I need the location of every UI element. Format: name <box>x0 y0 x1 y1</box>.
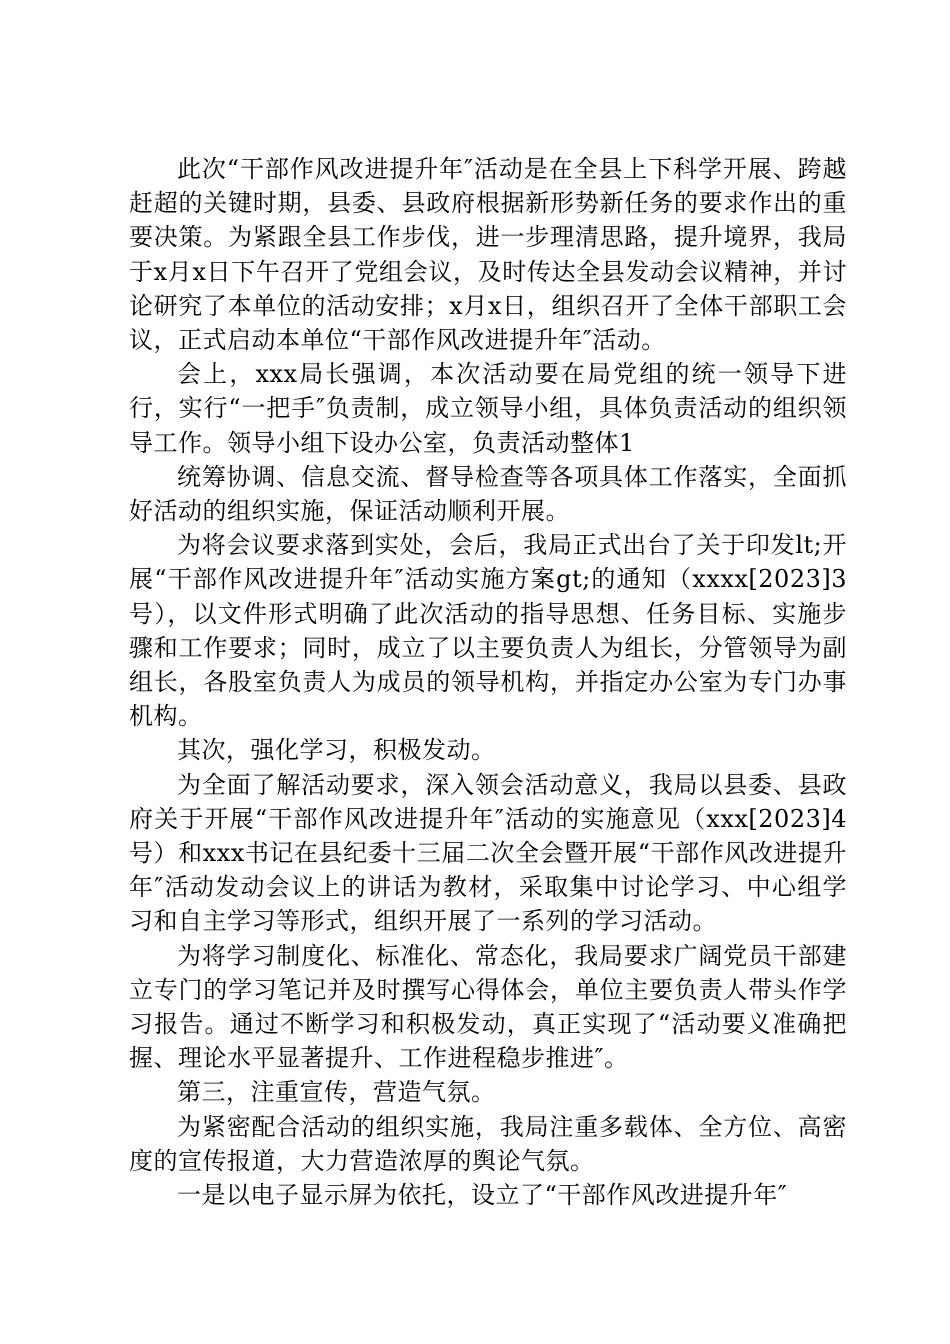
section-heading-study: 其次，强化学习，积极发动。 <box>177 736 496 765</box>
paragraph-publicity: 为紧密配合活动的组织实施，我局注重多载体、全方位、高密度的宣传报道，大力营造浓厚的舆论气氛。 <box>129 1112 847 1175</box>
paragraph-implementation-plan: 为将会议要求落到实处，会后，我局正式出台了关于印发lt;开展“干部作风改进提升年″活动实施方案gt;的通知（xxxx[2023]3号），以文件形式明确了此次活动的指导思想、任务目标、实施步骤和工作要求；同时，成立了以主要负责人为组长，分管领导为副组长，各股室负责人为成员的领导机构，并指定办公室为专门办事机构。 <box>129 531 847 731</box>
paragraph-meeting-leadership: 会上，xxx局长强调，本次活动要在局党组的统一领导下进行，实行“一把手″负责制，成立领导小组，具体负责活动的组织领导工作。领导小组下设办公室，负责活动整体1 <box>129 360 847 457</box>
paragraph-coordination: 统筹协调、信息交流、督导检查等各项具体工作落实，全面抓好活动的组织实施，保证活动顺利开展。 <box>129 462 847 526</box>
section-heading-publicity: 第三，注重宣传，营造气氛。 <box>177 1078 496 1107</box>
paragraph-study-activities: 为全面了解活动要求，深入领会活动意义，我局以县委、县政府关于开展“干部作风改进提升年″活动的实施意见（xxx[2023]4号）和xxx书记在县纪委十三届二次全会暨开展“干部作风改进提升年″活动发动会议上的讲话为教材，采取集中讨论学习、中心组学习和自主学习等形式，组织开展了一系列的学习活动。 <box>129 770 847 936</box>
paragraph-activity-background: 此次“干部作风改进提升年″活动是在全县上下科学开展、跨越赶超的关键时期，县委、县政府根据新形势新任务的要求作出的重要决策。为紧跟全县工作步伐，进一步理清思路，提升境界，我局于x月x日下午召开了党组会议，及时传达全县发动会议精神，并讨论研究了本单位的活动安排；x月x日，组织召开了全体干部职工会议，正式启动本单位“干部作风改进提升年″活动。 <box>129 155 847 355</box>
paragraph-electronic-display: 一是以电子显示屏为依托，设立了“干部作风改进提升年″ <box>177 1181 788 1210</box>
document-body <box>129 152 847 1212</box>
paragraph-study-standardization: 为将学习制度化、标准化、常态化，我局要求广阔党员干部建立专门的学习笔记并及时撰写心得体会，单位主要负责人带头作学习报告。通过不断学习和积极发动，真正实现了“活动要义准确把握、理论水平显著提升、工作进程稳步推进″。 <box>129 941 847 1073</box>
